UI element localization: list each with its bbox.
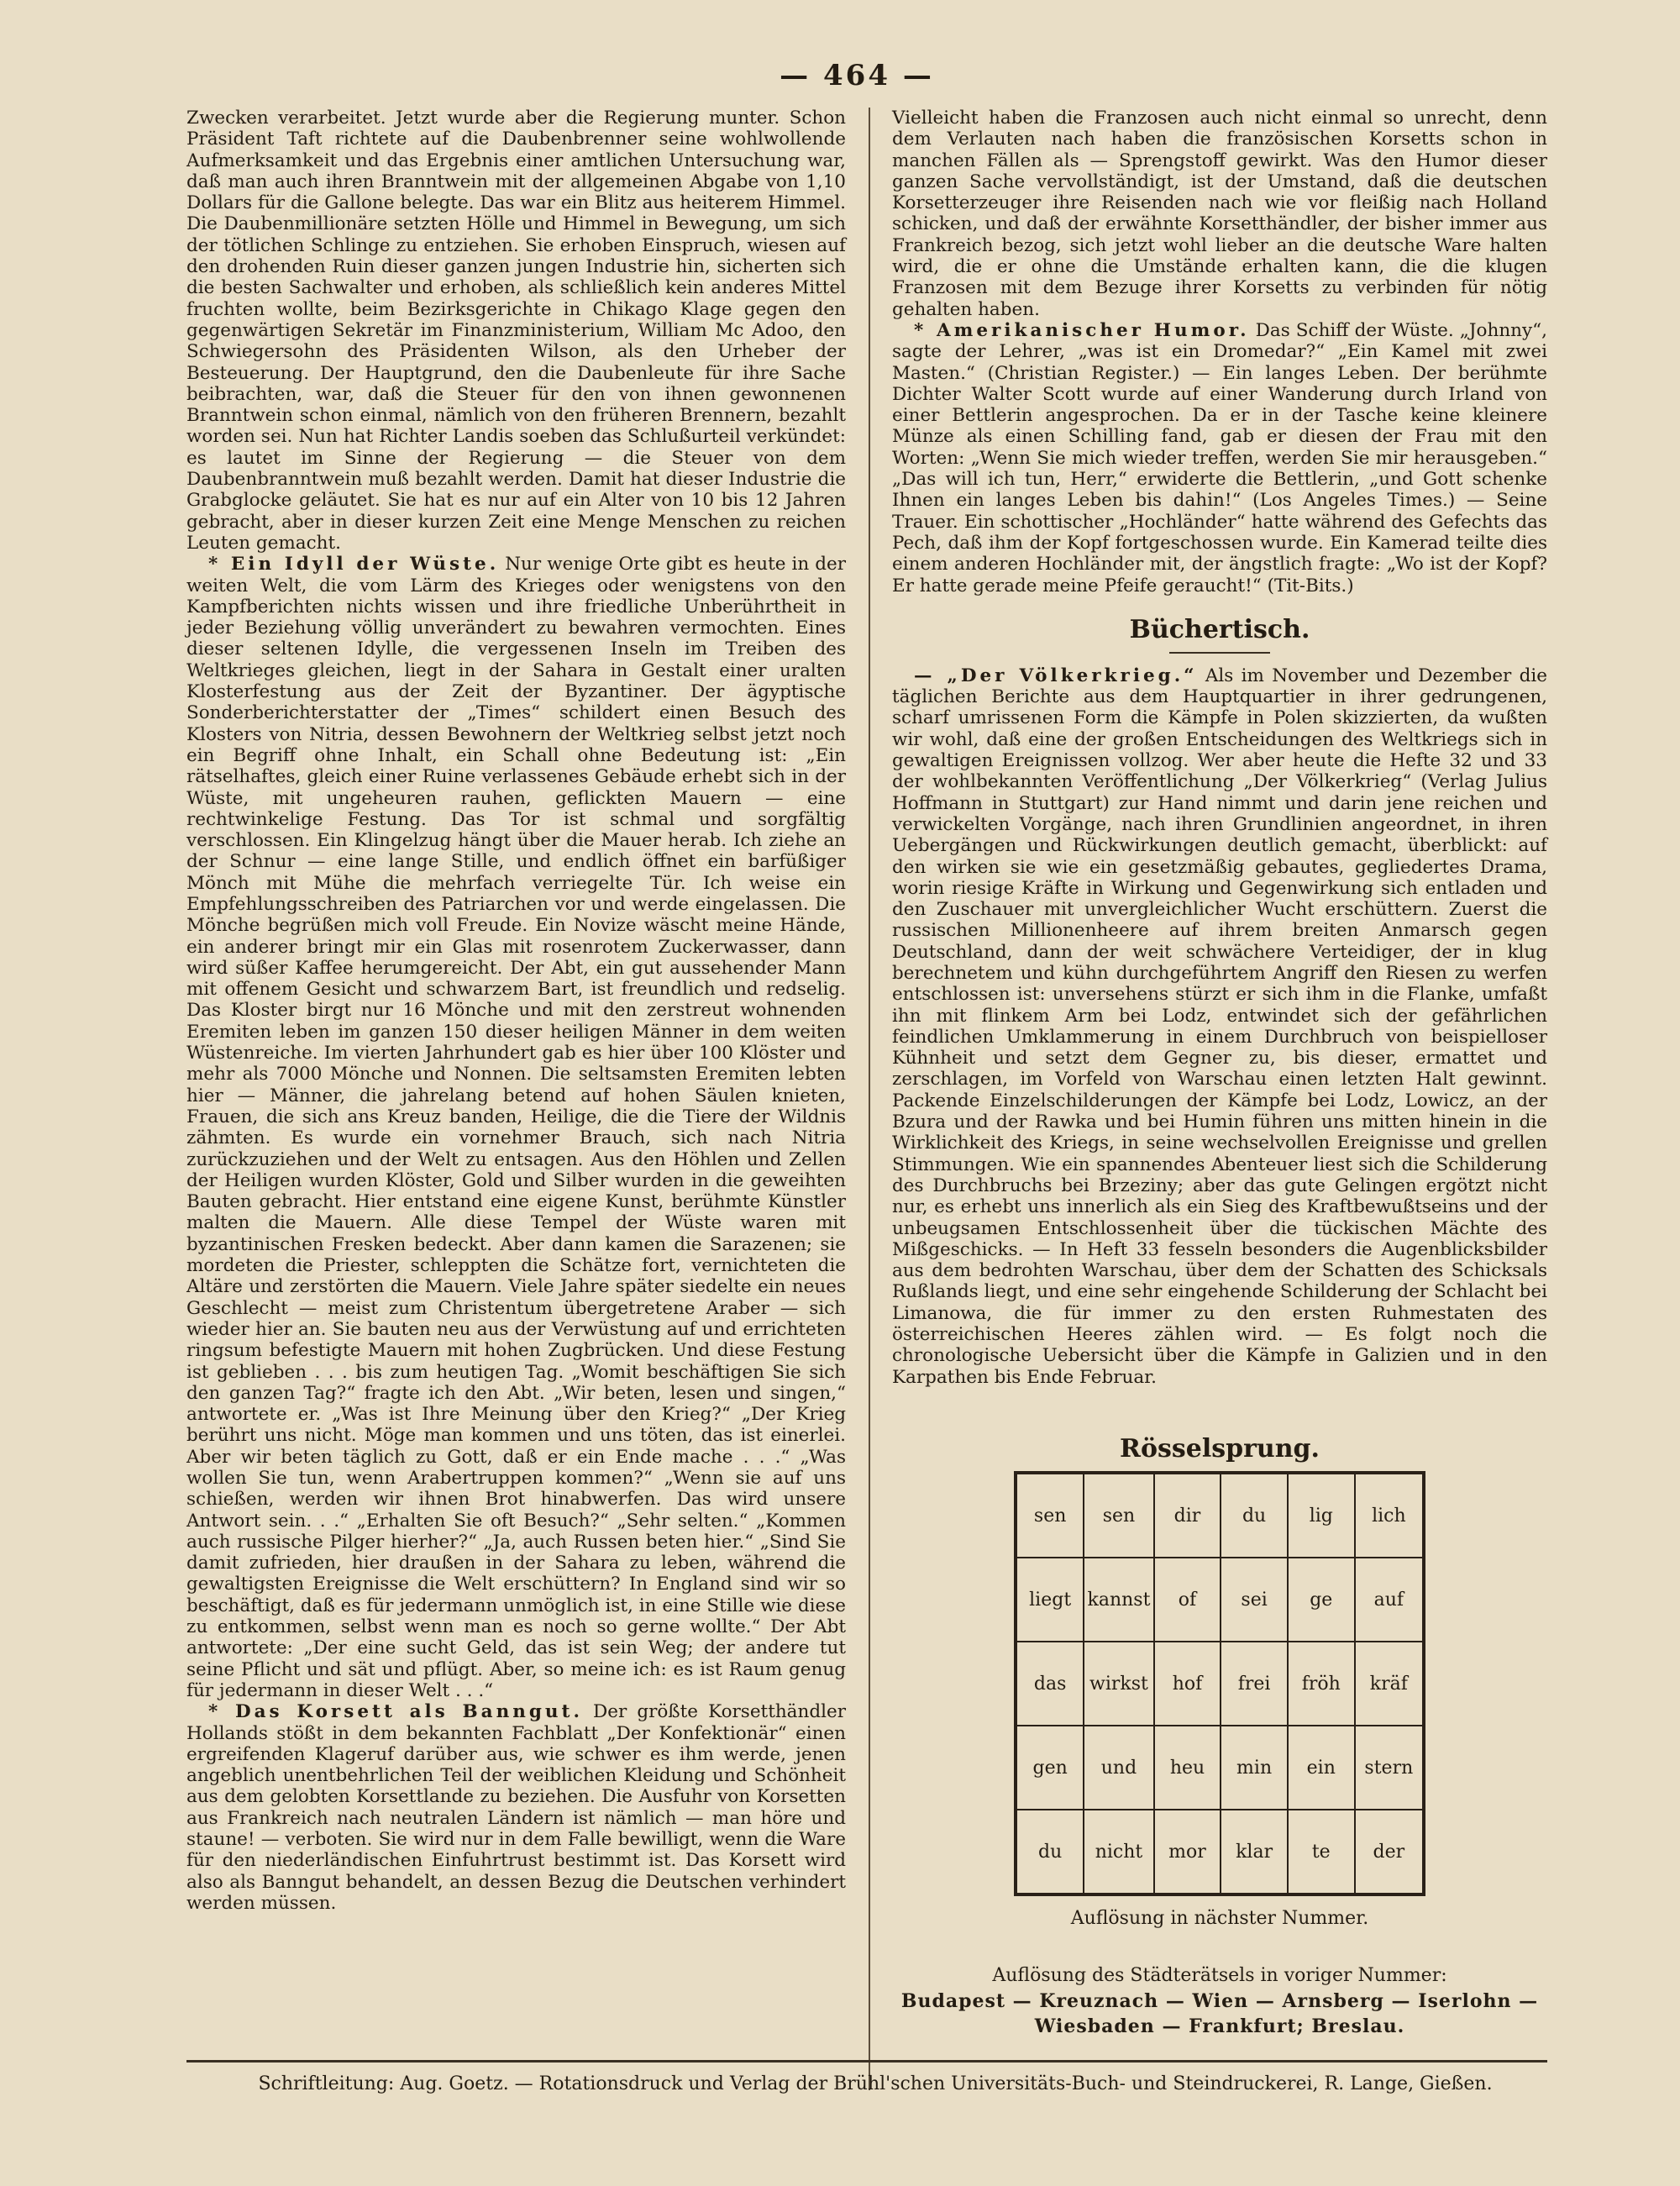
puzzle-cell: frei xyxy=(1221,1642,1288,1726)
article-korsett-continued: Vielleicht haben die Franzosen auch nicht einmal so unrecht, denn dem Verlauten nach haben die französischen Korsetts schon in manchen Fällen als — Sprengstoff gewirkt. Was den Humor dieser ganzen Sache vervollständigt, ist der Umstand, daß die deutschen Korsetterzeuger ihre Reisenden nach wie vor fleißig nach Holland schicken, und daß der erwähnte Korsetthändler, der bisher immer aus Frankreich bezog, sich jetzt wohl lieber an die deutsche Ware halten wird, die er ohne die Umstände erhalten kann, die die klugen Franzosen mit dem Bezuge ihrer Korsetts zu verbinden für nötig gehalten haben. xyxy=(892,108,1547,320)
puzzle-cell: te xyxy=(1288,1810,1355,1894)
puzzle-cell: kannst xyxy=(1084,1558,1153,1642)
puzzle-cell: du xyxy=(1016,1810,1084,1894)
column-divider xyxy=(869,108,870,2090)
puzzle-row xyxy=(1016,1810,1424,1894)
previous-solution-line-1: Budapest — Kreuznach — Wien — Arnsberg — Iserlohn — xyxy=(900,1989,1539,2012)
previous-solution xyxy=(892,1963,1547,2039)
puzzle-cell: liegt xyxy=(1016,1558,1084,1642)
footer-rule xyxy=(186,2060,1547,2063)
puzzle-cell: dir xyxy=(1154,1473,1221,1558)
puzzle-row xyxy=(1016,1726,1424,1810)
puzzle-cell: gen xyxy=(1016,1726,1084,1810)
puzzle-cell: ein xyxy=(1288,1726,1355,1810)
title-rule xyxy=(1169,652,1270,654)
puzzle-cell: heu xyxy=(1154,1726,1221,1810)
puzzle-cell: wirkst xyxy=(1084,1642,1153,1726)
article-heading: * Das Korsett als Banngut. xyxy=(208,1701,583,1723)
puzzle-cell: sen xyxy=(1016,1473,1084,1558)
previous-solution-label: Auflösung des Städterätsels in voriger Nummer: xyxy=(992,1964,1447,1986)
right-column xyxy=(892,108,1547,2039)
previous-solution-line-2: Wiesbaden — Frankfurt; Breslau. xyxy=(1034,2015,1405,2037)
puzzle-cell: of xyxy=(1154,1558,1221,1642)
article-heading: — „Der Völkerkrieg.“ xyxy=(914,665,1198,686)
left-column xyxy=(186,108,846,1914)
article-heading: * Amerikanischer Humor. xyxy=(914,319,1250,341)
puzzle-cell: fröh xyxy=(1288,1642,1355,1726)
puzzle-cell: klar xyxy=(1221,1810,1288,1894)
article-idyll-der-wueste: * Ein Idyll der Wüste. Nur wenige Orte gibt es heute in der weiten Welt, die vom Lärm des Krieges oder wenigstens von den Kampfberichten nichts wissen und ihre friedliche Unberührtheit in jeder Beziehung völlig unverändert zu bewahren vermochten. Eines dieser seltenen Idylle, die vergessenen Inseln im Treiben des Weltkrieges gleichen, liegt in der Sahara in Gestalt einer uralten Klosterfestung aus der Zeit der Byzantiner. Der ägyptische Sonderberichterstatter der „Times“ schildert einen Besuch des Klosters von Nitria, dessen Bewohnern der Weltkrieg selbst jetzt noch ein Begriff ohne Inhalt, ein Schall ohne Bedeutung ist: „Ein rätselhaftes, gleich einer Ruine verlassenes Gebäude erhebt sich in der Wüste, mit ungeheuren rauhen, geflickten Mauern — eine rechtwinkelige Festung. Das Tor ist schmal und sorgfältig verschlossen. Ein Klingelzug hängt über die Mauer herab. Ich ziehe an der Schnur — eine lange Stille, und endlich öffnet ein barfüßiger Mönch mit Mühe die mehrfach verriegelte Tür. Ich weise ein Empfehlungsschreiben des Patriarchen vor und werde eingelassen. Die Mönche begrüßen mich voll Freude. Ein Novize wäscht meine Hände, ein anderer bringt mir ein Glas mit rosenrotem Zuckerwasser, dann wird süßer Kaffee herumgereicht. Der Abt, ein gut aussehender Mann mit offenem Gesicht und schwarzem Bart, ist freundlich und redselig. Das Kloster birgt nur 16 Mönche und mit den zerstreut wohnenden Eremiten leben im ganzen 150 dieser heiligen Männer in dem weiten Wüstenreiche. Im vierten Jahrhundert gab es hier über 100 Klöster und mehr als 7000 Mönche und Nonnen. Die seltsamsten Eremiten lebten hier — Männer, die jahrelang betend auf hohen Säulen knieten, Frauen, die sich ans Kreuz banden, Heilige, die die Tiere der Wildnis zähmten. Es wurde ein vornehmer Brauch, sich nach Nitria zurückzuziehen und der Welt zu entsagen. Aus den Höhlen und Zellen der Heiligen wurden Klöster, Gold und Silber wurden in die geweihten Bauten gebracht. Hier entstand eine eigene Kunst, berühmte Künstler malten die Mauern. Alle diese Tempel der Wüste waren mit byzantinischen Fresken bedeckt. Aber dann kamen die Sarazenen; sie mordeten die Priester, schleppten die Schätze fort, vernichteten die Altäre und zerstörten die Mauern. Viele Jahre später siedelte ein neues Geschlecht — meist zum Christentum übergetretene Araber — sich wieder hier an. Sie bauten neu aus der Verwüstung auf und errichteten ringsum befestigte Mauern mit hohen Zugbrücken. Und diese Festung ist geblieben . . . bis zum heutigen Tag. „Womit beschäftigen Sie sich den ganzen Tag?“ fragte ich den Abt. „Wir beten, lesen und singen,“ antwortete er. „Was ist Ihre Meinung über den Krieg?“ „Der Krieg berührt uns nicht. Möge man kommen und uns töten, das ist einerlei. Aber wir beten täglich zu Gott, daß er ein Ende mache . . .“ „Was wollen Sie tun, wenn Arabertruppen kommen?“ „Wenn sie auf uns schießen, werden wir ihnen Brot hinabwerfen. Das wird unsere Antwort sein. . .“ „Erhalten Sie oft Besuch?“ „Sehr selten.“ „Kommen auch russische Pilger hierher?“ „Ja, auch Russen beten hier.“ „Sind Sie damit zufrieden, hier draußen in der Sahara zu leben, während die gewaltigsten Ereignisse die Welt erschüttern? In England sind wir so beschäftigt, daß es für jedermann unmöglich ist, in eine Stille wie diese zu entkommen, selbst wenn man es noch so gerne wollte.“ Der Abt antwortete: „Der eine sucht Geld, das ist sein Weg; der andere tut seine Pflicht und sät und pflügt. Aber, so meine ich: es ist Raum genug für jedermann in dieser Welt . . .“ xyxy=(186,554,847,1701)
puzzle-grid xyxy=(1014,1471,1425,1896)
puzzle-cell: hof xyxy=(1154,1642,1221,1726)
puzzle-title: Rösselsprung. xyxy=(1120,1433,1320,1463)
puzzle-section xyxy=(892,1433,1547,1930)
puzzle-cell: der xyxy=(1355,1810,1424,1894)
puzzle-cell: das xyxy=(1016,1642,1084,1726)
puzzle-cell: kräf xyxy=(1355,1642,1424,1726)
puzzle-cell: und xyxy=(1084,1726,1153,1810)
puzzle-cell: du xyxy=(1221,1473,1288,1558)
imprint-footer: Schriftleitung: Aug. Goetz. — Rotationsdruck und Verlag der Brühl'schen Universitäts-Buch- und Steindruckerei, R. Lange, Gießen. xyxy=(258,2073,1493,2094)
article-korsett-banngut: * Das Korsett als Banngut. Der größte Korsetthändler Hollands stößt in dem bekannten Fachblatt „Der Konfektionär“ einen ergreifenden Klageruf darüber aus, wie schwer es ihm werde, jenen angeblich unentbehrlichen Teil der weiblichen Kleidung und Schönheit aus dem gelobten Korsettlande zu beziehen. Die Ausfuhr von Korsetten aus Frankreich nach neutralen Ländern ist nämlich — man höre und staune! — verboten. Sie wird nur in dem Falle bewilligt, wenn die Ware für den niederländischen Einfuhrtrust bestimmt ist. Das Korsett wird also als Banngut behandelt, an dessen Bezug die Deutschen verhindert werden müssen. xyxy=(186,1701,846,1914)
article-daubenbranntwein: Zwecken verarbeitet. Jetzt wurde aber die Regierung munter. Schon Präsident Taft richtete auf die Daubenbrenner seine wohlwollende Aufmerksamkeit und das Ergebnis einer amtlichen Untersuchung war, daß man auch ihren Branntwein mit der allgemeinen Abgabe von 1,10 Dollars für die Gallone belegte. Das war ein Blitz aus heiterem Himmel. Die Daubenmillionäre setzten Hölle und Himmel in Bewegung, um sich der tötlichen Schlinge zu entziehen. Sie erhoben Einspruch, wiesen auf den drohenden Ruin dieser ganzen jungen Industrie hin, sicherten sich die besten Sachwalter und erhoben, als schließlich kein anderes Mittel fruchten wollte, beim Bezirksgerichte in Chikago Klage gegen den gegenwärtigen Sekretär im Finanzministerium, William Mc Adoo, den Schwiegersohn des Präsidenten Wilson, als den Urheber der Besteuerung. Der Hauptgrund, den die Daubenleute für ihre Sache beibrachten, war, daß die Steuer für den von ihnen gewonnenen Branntwein schon einmal, nämlich von den früheren Brennern, bezahlt worden sei. Nun hat Richter Landis soeben das Schlußurteil verkündet: es lautet im Sinne der Regierung — die Steuer von dem Daubenbranntwein muß bezahlt werden. Damit hat dieser Industrie die Grabglocke geläutet. Sie hat es nur auf ein Alter von 10 bis 12 Jahren gebracht, aber in dieser kurzen Zeit eine Menge Menschen zu reichen Leuten gemacht. xyxy=(186,108,846,554)
article-heading: * Ein Idyll der Wüste. xyxy=(208,554,500,575)
puzzle-cell: auf xyxy=(1355,1558,1424,1642)
puzzle-cell: ge xyxy=(1288,1558,1355,1642)
puzzle-cell: sen xyxy=(1084,1473,1153,1558)
page-number: — 464 — xyxy=(780,59,934,92)
puzzle-row xyxy=(1016,1558,1424,1642)
puzzle-cell: lig xyxy=(1288,1473,1355,1558)
puzzle-cell: min xyxy=(1221,1726,1288,1810)
article-voelkerkrieg: — „Der Völkerkrieg.“ Als im November und Dezember die täglichen Berichte aus dem Hauptquartier in ihrer gedrungenen, scharf umrissenen Form die Kämpfe in Polen skizzierten, da wußten wir wohl, daß eine der großen Entscheidungen des Weltkriegs sich in gewaltigen Ereignissen vollzog. Wer aber heute die Hefte 32 und 33 der wohlbekannten Veröffentlichung „Der Völkerkrieg“ (Verlag Julius Hoffmann in Stuttgart) zur Hand nimmt und darin jene reichen und verwickelten Vorgänge, nach ihren Grundlinien angeordnet, in ihren Uebergängen und Rückwirkungen deutlich gemacht, überblickt: auf den wirken sie wie ein gesetzmäßig gebautes, gegliedertes Drama, worin riesige Kräfte in Wirkung und Gegenwirkung sich entladen und den Zuschauer mit unvergleichlicher Wucht erschüttern. Zuerst die russischen Millionenheere auf ihrem breiten Anmarsch gegen Deutschland, dann der weit schwächere Verteidiger, der in klug berechnetem und kühn durchgeführtem Angriff den Riesen zu werfen entschlossen ist: unversehens stürzt er sich ihm in die Flanke, umfaßt ihn mit flinkem Arm bei Lodz, entwindet sich der gefährlichen feindlichen Umklammerung in einem Durchbruch von beispielloser Kühnheit und setzt dem Gegner zu, bis dieser, ermattet und zerschlagen, im Vorfeld von Warschau einen letzten Halt gewinnt. Packende Einzelschilderungen der Kämpfe bei Lodz, Lowicz, an der Bzura und der Rawka und bei Humin führen uns mitten hinein in die Wirklichkeit des Kriegs, in seine wechselvollen Ereignisse und grellen Stimmungen. Wie ein spannendes Abenteuer liest sich die Schilderung des Durchbruchs bei Brzeziny; aber das gute Gelingen ergötzt nicht nur, es erhebt uns innerlich als ein Sieg des Kraftbewußtseins und der unbeugsamen Entschlossenheit über die tückischen Mächte des Mißgeschicks. — In Heft 33 fesseln besonders die Augenblicksbilder aus dem bedrohten Warschau, über dem der Schatten des Schicksals Rußlands liegt, und eine sehr eingehende Schilderung der Schlacht bei Limanowa, die für immer zu den ersten Ruhmestaten des österreichischen Heeres zählen wird. — Es folgt noch die chronologische Uebersicht über die Kämpfe in Galizien und in den Karpathen bis Ende Februar. xyxy=(892,665,1548,1388)
puzzle-cell: lich xyxy=(1355,1473,1424,1558)
article-amerikanischer-humor: * Amerikanischer Humor. Das Schiff der Wüste. „Johnny“, sagte der Lehrer, „was ist ein Dromedar?“ „Ein Kamel mit zwei Masten.“ (Christian Register.) — Ein langes Leben. Der berühmte Dichter Walter Scott wurde auf einer Wanderung durch Irland von einer Bettlerin angesprochen. Da er in der Tasche keine kleinere Münze als einen Schilling fand, gab er diesen der Frau mit den Worten: „Wenn Sie mich wieder treffen, werden Sie mir herausgeben.“ „Das will ich tun, Herr,“ erwiderte die Bettlerin, „und Gott schenke Ihnen ein langes Leben bis dahin!“ (Los Angeles Times.) — Seine Trauer. Ein schottischer „Hochländer“ hatte während des Gefechts das Pech, daß ihm der Kopf fortgeschossen wurde. Ein Kamerad teilte dies einem anderen Hochländer mit, der ängstlich fragte: „Wo ist der Kopf? Er hatte gerade meine Pfeife geraucht!“ (Tit-Bits.) xyxy=(892,319,1547,596)
puzzle-row xyxy=(1016,1642,1424,1726)
puzzle-cell: stern xyxy=(1355,1726,1424,1810)
puzzle-cell: nicht xyxy=(1084,1810,1153,1894)
puzzle-note: Auflösung in nächster Nummer. xyxy=(1070,1908,1369,1930)
section-title-buechertisch: Büchertisch. xyxy=(1129,614,1310,644)
puzzle-row xyxy=(1016,1473,1424,1558)
puzzle-cell: mor xyxy=(1154,1810,1221,1894)
puzzle-cell: sei xyxy=(1221,1558,1288,1642)
